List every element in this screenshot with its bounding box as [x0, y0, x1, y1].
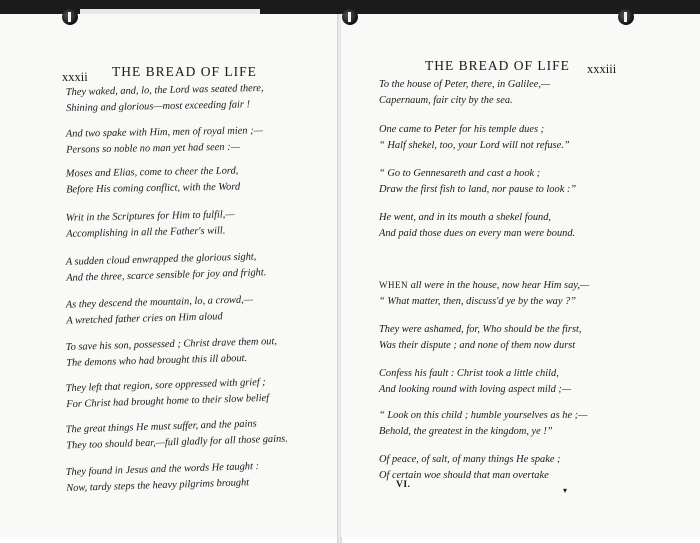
binding-hole-left [62, 9, 78, 25]
verse-line: Of certain woe should that man overtake [379, 470, 549, 481]
verse-line: And the three, scarce sensible for joy and fright. [66, 267, 267, 284]
verse-line: Capernaum, fair city by the sea. [379, 95, 513, 106]
verse-line: Behold, the greatest in the kingdom, ye !” [379, 426, 553, 437]
stanza [379, 322, 582, 354]
stanza [66, 292, 254, 329]
verse-line: They waked, and, lo, the Lord was seated there, [65, 82, 264, 99]
verse-line: Accomplishing in all the Father's will. [66, 225, 226, 240]
stanza [379, 277, 589, 310]
verse-line: And two spake with Him, men of royal mien ;— [65, 125, 263, 140]
verse-line: Draw the first fish to land, nor pause to look :” [379, 184, 577, 195]
verse-line: And paid those dues on every man were bound. [379, 228, 576, 239]
verse-line: WHEN all were in the house, now hear Him say,— [379, 280, 590, 291]
verse-line: A wretched father cries on Him aloud [66, 311, 223, 327]
verse-line: And looking round with loving aspect mild ;— [379, 384, 572, 395]
stanza [379, 122, 570, 154]
verse-line: They found in Jesus and the words He taught : [65, 460, 260, 479]
stanza [379, 408, 587, 440]
verse-line: Was their dispute ; and none of them now durst [379, 340, 576, 351]
verse-line: Shining and glorious—most exceeding fair ! [66, 99, 251, 115]
stanza [379, 210, 575, 242]
verse-line: “ Look on this child ; humble yourselves as he ;— [379, 410, 588, 421]
stanza [66, 123, 264, 158]
left-page [0, 14, 339, 537]
verse-line: To the house of Peter, there, in Galilee,— [379, 79, 551, 90]
verse-line: They left that region, sore oppressed with grief ; [65, 376, 266, 395]
right-page-number: xxxiii [587, 62, 617, 76]
stanza [66, 207, 235, 243]
verse-line: Moses and Elias, come to cheer the Lord, [65, 165, 239, 180]
left-page-number: xxxii [62, 70, 88, 84]
stanza [66, 81, 264, 117]
verse-line: The great things He must suffer, and the pains [65, 418, 257, 436]
verse-line: “ Half shekel, too, your Lord will not refuse.” [379, 140, 570, 151]
verse-line: As they descend the mountain, lo, a crowd,— [65, 294, 254, 311]
verse-line: Now, tardy steps the heavy pilgrims brought [66, 477, 250, 495]
stanza [66, 163, 241, 198]
stanza [379, 366, 571, 398]
binding-hole-center [342, 9, 358, 25]
stanza [66, 459, 260, 497]
verse-line: “ What matter, then, discuss'd ye by the way ?” [379, 296, 577, 307]
binding-hole-right [618, 9, 634, 25]
right-page [341, 14, 700, 537]
stanza [66, 249, 267, 287]
verse-line: Persons so noble no man yet had seen :— [66, 141, 240, 156]
verse-line: To save his son, possessed ; Christ drave them out, [65, 336, 278, 353]
stanza [66, 375, 270, 413]
left-running-title: THE BREAD OF LIFE [112, 64, 257, 79]
verse-line: “ Go to Gennesareth and cast a hook ; [379, 168, 541, 179]
verse-line: They too should bear,—full gladly for all those gains. [66, 433, 289, 452]
stanza [379, 166, 576, 198]
verse-line: Of peace, of salt, of many things He spake ; [379, 454, 561, 465]
stanza [379, 77, 550, 109]
verse-line: Before His coming conflict, with the Word [66, 181, 241, 196]
verse-line: Confess his fault : Christ took a little child, [379, 368, 559, 379]
verse-line: A sudden cloud enwrapped the glorious sight, [65, 251, 257, 268]
verse-line: For Christ had brought home to their slow belief [66, 392, 270, 411]
verse-line: He went, and in its mouth a shekel found, [379, 212, 552, 223]
stanza [66, 334, 278, 372]
right-running-title: THE BREAD OF LIFE [425, 58, 570, 73]
verse-line: The demons who had brought this ill about. [66, 352, 248, 369]
catchword-dot: ▾ [563, 486, 568, 495]
signature-mark: VI. [396, 480, 411, 490]
verse-line: They were ashamed, for, Who should be the first, [379, 324, 582, 335]
verse-line: One came to Peter for his temple dues ; [379, 124, 545, 135]
verse-line: Writ in the Scriptures for Him to fulfil,— [65, 209, 235, 224]
stanza [66, 416, 289, 455]
